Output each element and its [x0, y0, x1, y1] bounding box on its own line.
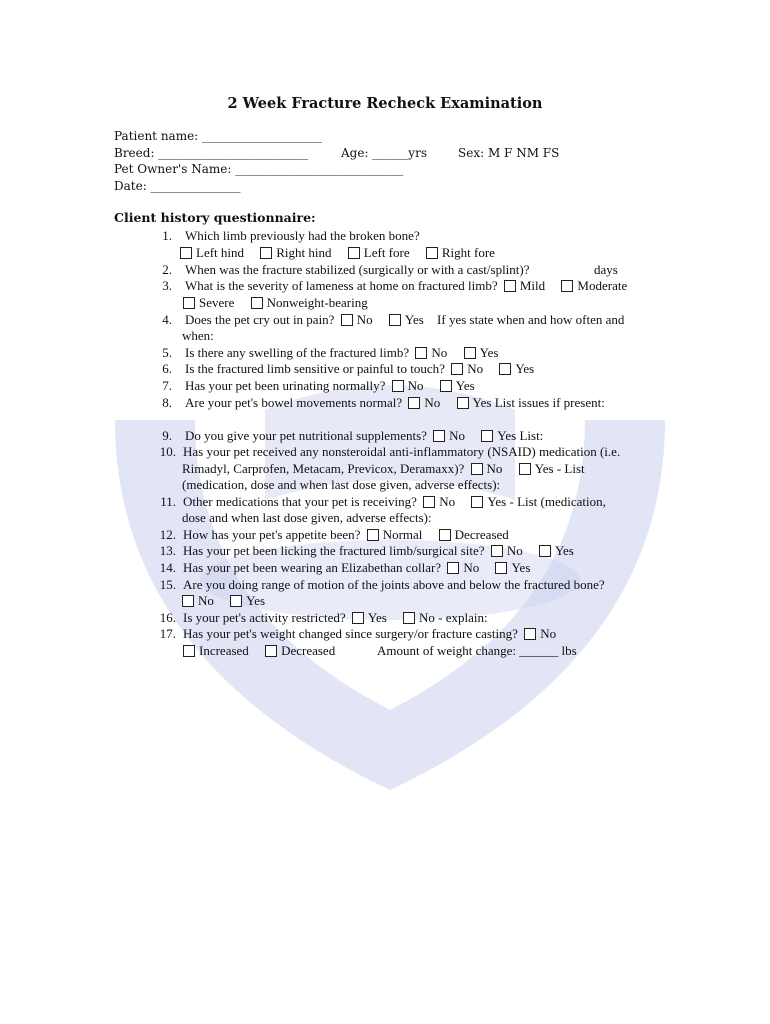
bowel-no-checkbox[interactable]: [408, 397, 420, 409]
appetite-normal-checkbox[interactable]: [367, 529, 379, 541]
meds-yes-checkbox[interactable]: [471, 496, 483, 508]
weight-increased-checkbox[interactable]: [183, 645, 195, 657]
mild-checkbox[interactable]: [504, 280, 516, 292]
bowel-yes-checkbox[interactable]: [457, 397, 469, 409]
collar-yes-checkbox[interactable]: [495, 562, 507, 574]
left-hind-checkbox[interactable]: [180, 247, 192, 259]
activity-yes-checkbox[interactable]: [352, 612, 364, 624]
weight-change-field[interactable]: Amount of weight change: ______ lbs: [377, 643, 577, 658]
nsaid-no-checkbox[interactable]: [471, 463, 483, 475]
rom-yes-checkbox[interactable]: [230, 595, 242, 607]
age-field[interactable]: Age: ______yrs: [341, 146, 427, 160]
right-fore-checkbox[interactable]: [426, 247, 438, 259]
urinating-yes-checkbox[interactable]: [440, 380, 452, 392]
pain-yes-checkbox[interactable]: [389, 314, 401, 326]
activity-no-checkbox[interactable]: [403, 612, 415, 624]
supplements-yes-checkbox[interactable]: [481, 430, 493, 442]
left-fore-checkbox[interactable]: [348, 247, 360, 259]
swelling-yes-checkbox[interactable]: [464, 347, 476, 359]
severe-checkbox[interactable]: [183, 297, 195, 309]
collar-no-checkbox[interactable]: [447, 562, 459, 574]
nsaid-yes-checkbox[interactable]: [519, 463, 531, 475]
rom-no-checkbox[interactable]: [182, 595, 194, 607]
right-hind-checkbox[interactable]: [260, 247, 272, 259]
patient-name-field[interactable]: Patient name: ____________________: [114, 129, 323, 143]
swelling-no-checkbox[interactable]: [415, 347, 427, 359]
urinating-no-checkbox[interactable]: [392, 380, 404, 392]
date-field[interactable]: Date: _______________: [114, 179, 241, 193]
sensitive-no-checkbox[interactable]: [451, 363, 463, 375]
licking-no-checkbox[interactable]: [491, 545, 503, 557]
appetite-decreased-checkbox[interactable]: [439, 529, 451, 541]
breed-field[interactable]: Breed: _________________________: [114, 146, 309, 160]
licking-yes-checkbox[interactable]: [539, 545, 551, 557]
section-title: Client history questionnaire:: [114, 210, 316, 225]
page-title: 2 Week Fracture Recheck Examination: [227, 95, 543, 112]
meds-no-checkbox[interactable]: [423, 496, 435, 508]
sensitive-yes-checkbox[interactable]: [499, 363, 511, 375]
pain-no-checkbox[interactable]: [341, 314, 353, 326]
weight-no-checkbox[interactable]: [524, 628, 536, 640]
weight-decreased-checkbox[interactable]: [265, 645, 277, 657]
moderate-checkbox[interactable]: [561, 280, 573, 292]
owner-name-field[interactable]: Pet Owner's Name: ____________________________: [114, 162, 404, 176]
supplements-no-checkbox[interactable]: [433, 430, 445, 442]
days-label: days: [594, 262, 618, 277]
sex-field[interactable]: Sex: M F NM FS: [458, 146, 560, 160]
nonweight-bearing-checkbox[interactable]: [251, 297, 263, 309]
